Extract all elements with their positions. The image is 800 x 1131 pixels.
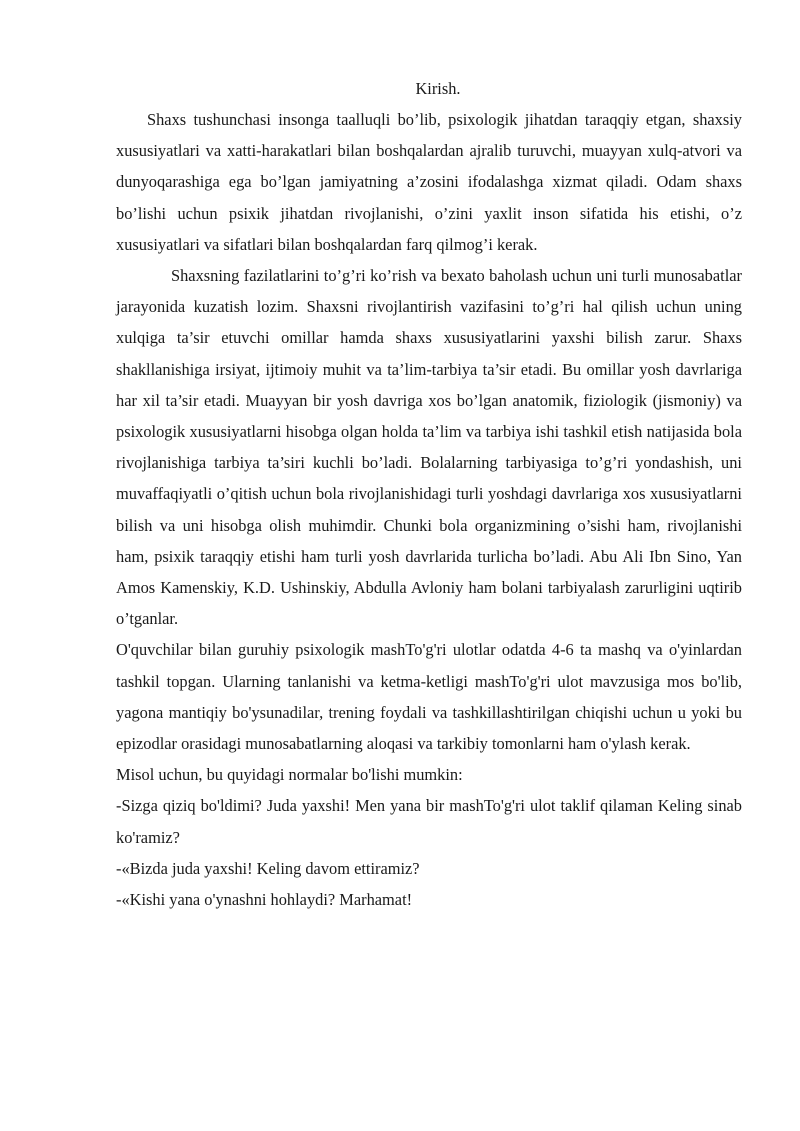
paragraph-example-3: -«Kishi yana o'ynashni hohlaydi? Marhamat! [116,890,413,910]
paragraph-example-intro: Misol uchun, bu quyidagi normalar bo'lishi mumkin: [116,765,463,785]
paragraph-shaxs-qualities: Shaxsning fazilatlarini to’g’ri ko’rish va bexato baholash uchun uni turli munosabatlar jarayonida kuzatish lozim. Shaxsni rivojlantirish vazifasini to’g’ri hal qilish uchun uning xulqiga ta’sir etuvchi omillar hamda shaxs xususiyatlarini yaxshi bilish zarur. Shaxs shakllanishiga irsiyat, ijtimoiy muhit va ta’lim-tarbiya ta’sir etadi. Bu omillar yosh davrlariga har xil ta’sir etadi. Muayyan bir yosh davriga xos bo’lgan anatomik, fiziologik (jismoniy) va psixologik xususiyatlarni hisobga olgan holda ta’lim va tarbiya ishi tashkil etish natijasida bola rivojlanishiga tarbiya ta’siri kuchli bo’ladi. Bolalarning tarbiyasiga to’g’ri yondashish, uni muvaffaqiyatli o’qitish uchun bola rivojlanishidagi turli yoshdagi davrlariga xos xususiyatlarni bilish va uni hisobga olish muhimdir. Chunki bola organizmining o’sishi ham, rivojlanishi ham, psixik taraqqiy etishi ham turli yosh davrlarida turlicha bo’ladi. Abu Ali Ibn Sino, Yan Amos Kamenskiy, K.D. Ushinskiy, Abdulla Avloniy ham bolani tarbiyalash zarurligini uqtirib o’tganlar. [116,266,742,629]
paragraph-group-exercises: O'quvchilar bilan guruhiy psixologik mashTo'g'ri ulotlar odatda 4-6 ta mashq va o'yinlardan tashkil topgan. Ularning tanlanishi va ketma-ketligi mashTo'g'ri ulot mavzusiga mos bo'lib, yagona mantiqiy bo'ysunadilar, trening foydali va tashkillashtirilgan chiqishi uchun u yoki bu epizodlar orasidagi munosabatlarning aloqasi va tarkibiy tomonlarni ham o'ylash kerak. [116,640,742,754]
document-page [116,76,742,915]
paragraph-shaxs-definition: Shaxs tushunchasi insonga taalluqli bo’lib, psixologik jihatdan taraqqiy etgan, shaxsiy xususiyatlari va xatti-harakatlari bilan boshqalardan ajralib turuvchi, muayyan xulq-atvori va dunyoqarashiga ega bo’lgan jamiyatning a’zosini ifodalashga xizmat qiladi. Odam shaxs bo’lishi uchun psixik jihatdan rivojlanishi, o’zini yaxlit inson sifatida his etishi, o’z xususiyatlari va sifatlari bilan boshqalardan farq qilmog’i kerak. [116,110,742,254]
document-title: Kirish. [415,79,461,98]
paragraph-example-2: -«Bizda juda yaxshi! Keling davom ettiramiz? [116,858,420,878]
paragraph-example-1: -Sizga qiziq bo'ldimi? Juda yaxshi! Men yana bir mashTo'g'ri ulot taklif qilaman Keling sinab ko'ramiz? [116,796,742,847]
